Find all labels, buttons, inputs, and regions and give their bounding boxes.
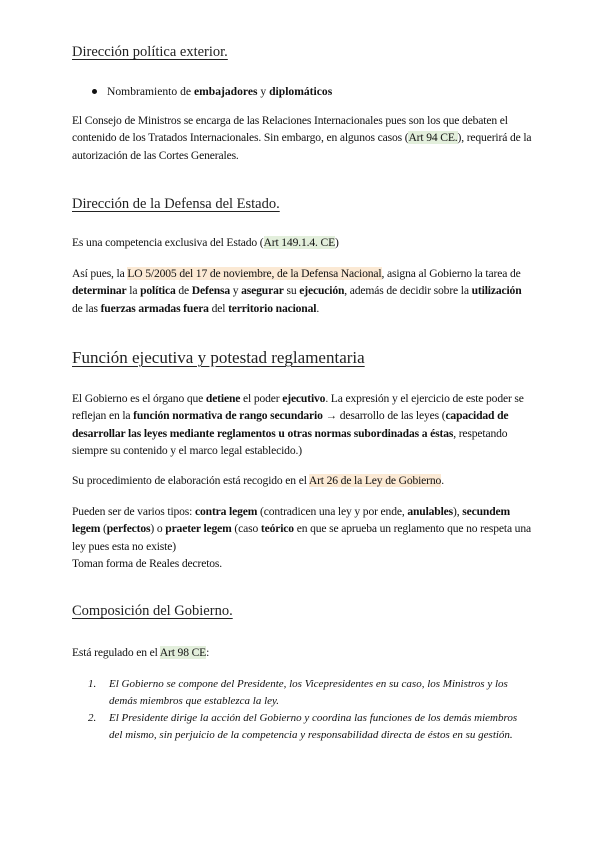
list-item: 2. El Presidente dirige la acción del Gobierno y coordina las funciones de los demás miembros del mismo, sin perjuicio de la competencia y responsabilidad directa de éstos en su gestión. (88, 712, 518, 741)
paragraph-tipos-reglamentos: Pueden ser de varios tipos: contra legem (contradicen una ley y por ende, anulables), secundem legem (perfectos) o praeter legem (caso teórico en que se aprueba un reglamento que no respeta una ley pues esta no existe) Toman forma de Reales decretos. (72, 505, 531, 571)
list-item: 1. El Gobierno se compone del Presidente, los Vicepresidentes en su caso, los Ministros y los demás miembros que establezca la ley. (88, 678, 508, 707)
heading-funcion-ejecutiva: Función ejecutiva y potestad reglamentaria (72, 348, 365, 367)
bullet-dot-icon (92, 89, 97, 94)
heading-defensa-estado: Dirección de la Defensa del Estado. (72, 196, 280, 212)
bullet-item-nombramiento: Nombramiento de embajadores y diplomáticos (92, 83, 332, 100)
numbered-list-art98 (88, 676, 528, 744)
paragraph-regulado-art98: Está regulado en el Art 98 CE: (72, 646, 210, 659)
heading-composicion-gobierno: Composición del Gobierno. (72, 603, 233, 619)
reference-art98: Art 98 CE (159, 646, 207, 659)
reference-art149: Art 149.1.4. CE (263, 236, 336, 249)
paragraph-poder-ejecutivo: El Gobierno es el órgano que detiene el poder ejecutivo. La expresión y el ejercicio de este poder se reflejan en la función normativa de rango secundario → desarrollo de las leyes (capacidad de desarrollar las leyes mediante reglamentos u otras normas subordinadas a éstas, respetando siempre su contenido y el marco legal establecido.) (72, 392, 524, 458)
reference-art94: Art 94 CE. (408, 131, 458, 145)
paragraph-competencia-exclusiva: Es una competencia exclusiva del Estado (Art 149.1.4. CE) (72, 236, 339, 249)
paragraph-consejo-ministros: El Consejo de Ministros se encarga de las Relaciones Internacionales pues son los que debaten el contenido de los Tratados Internacionales. Sin embargo, en algunos casos (Art 94 CE.), requerirá de la autorización de las Cortes Generales. (72, 114, 532, 162)
reference-lo-5-2005: LO 5/2005 del 17 de noviembre, de la Defensa Nacional (127, 267, 382, 280)
paragraph-procedimiento: Su procedimiento de elaboración está recogido en el Art 26 de la Ley de Gobierno. (72, 474, 444, 487)
reference-art26-ley-gobierno: Art 26 de la Ley de Gobierno (308, 474, 442, 487)
paragraph-defensa-nacional: Así pues, la LO 5/2005 del 17 de noviembre, de la Defensa Nacional, asigna al Gobierno la tarea de determinar la política de Defensa y asegurar su ejecución, además de decidir sobre la utilización de las fuerzas armadas fuera del territorio nacional. (72, 267, 522, 315)
paragraph-reales-decretos: Toman forma de Reales decretos. (72, 557, 223, 571)
heading-direccion-politica-exterior: Dirección política exterior. (72, 44, 228, 60)
